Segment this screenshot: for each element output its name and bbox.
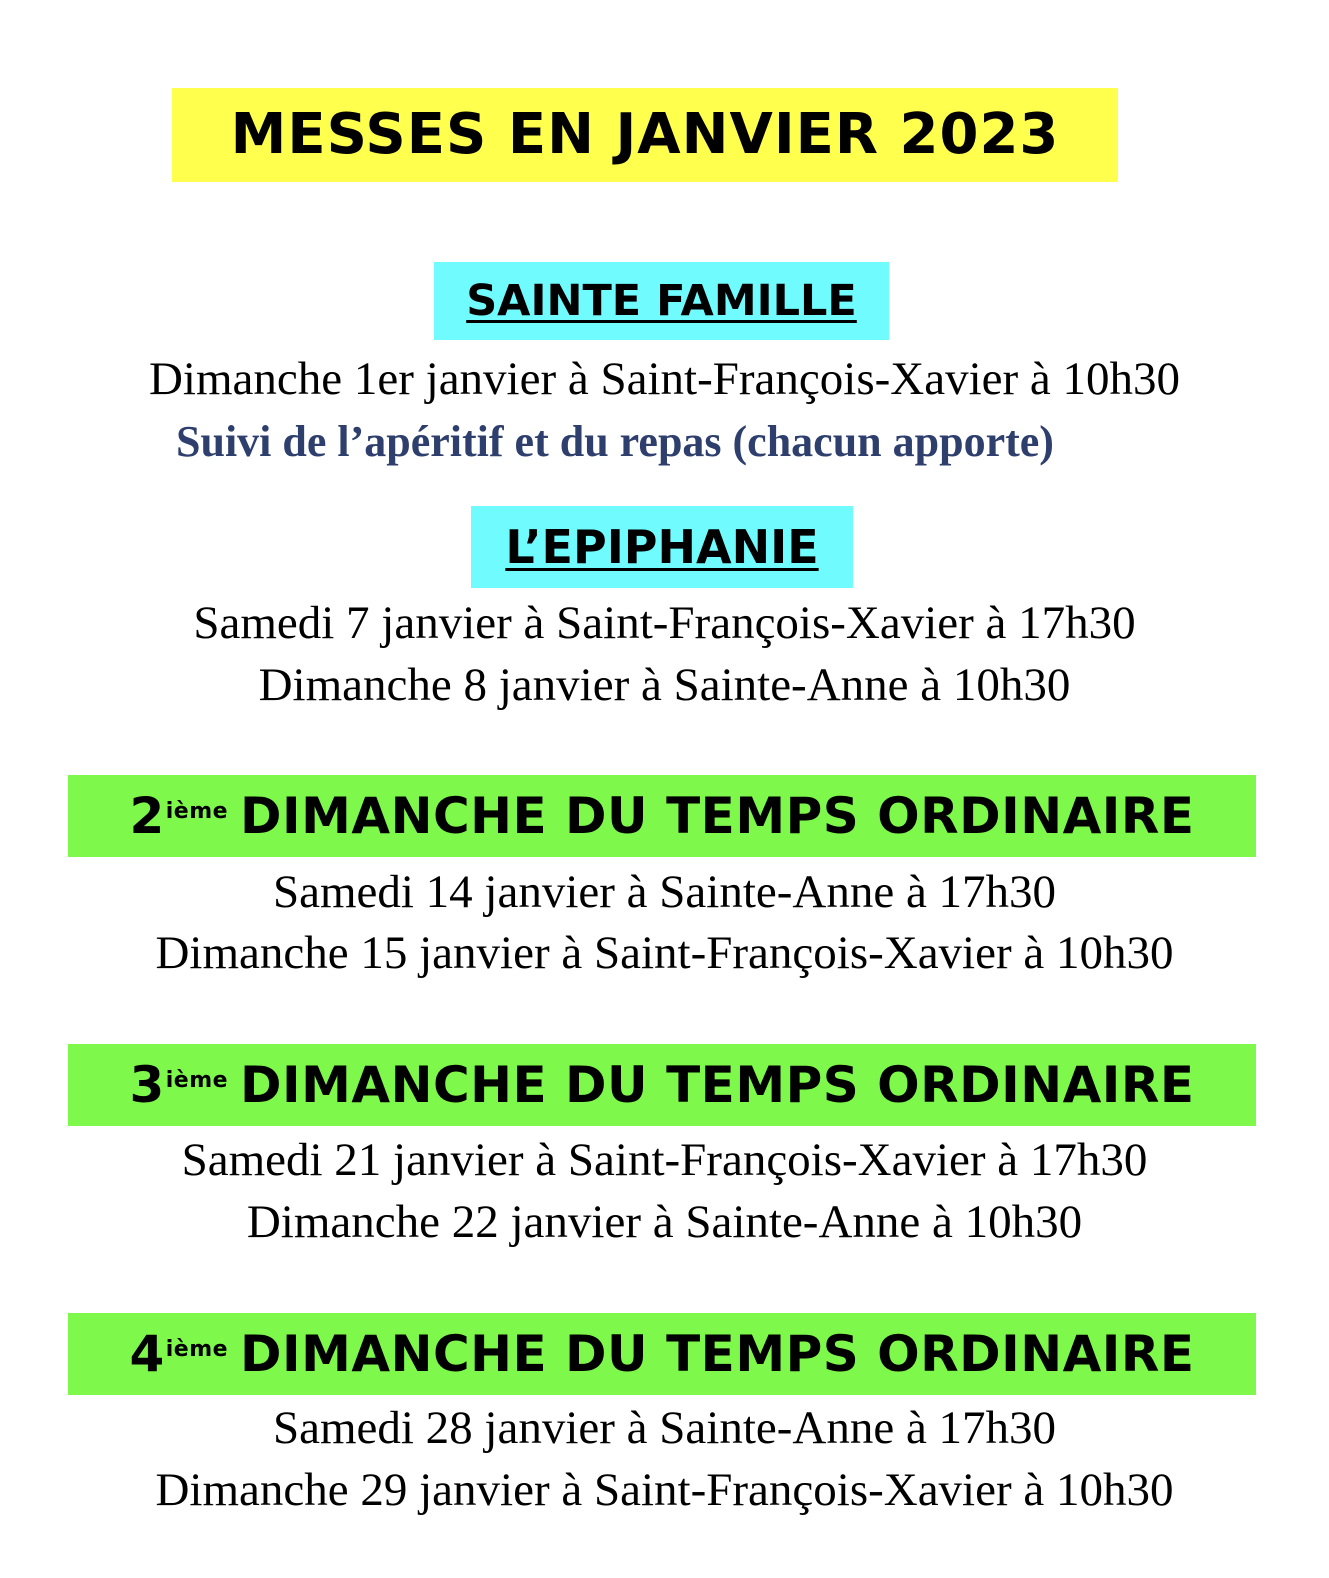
mass-time-line: Dimanche 15 janvier à Saint-François-Xavier à 10h30 xyxy=(155,927,1174,979)
page-title: MESSES EN JANVIER 2023 xyxy=(172,88,1118,182)
section-heading-text: DIMANCHE DU TEMPS ORDINAIRE xyxy=(240,1325,1195,1383)
ordinal-suffix: ième xyxy=(165,1068,229,1093)
mass-time-line: Dimanche 8 janvier à Sainte-Anne à 10h30 xyxy=(258,659,1071,711)
section-heading-text: DIMANCHE DU TEMPS ORDINAIRE xyxy=(240,787,1195,845)
mass-time-line: Samedi 14 janvier à Sainte-Anne à 17h30 xyxy=(272,866,1057,918)
section-heading-sainte-famille: SAINTE FAMILLE xyxy=(434,262,889,340)
section-heading-2e-dimanche xyxy=(68,775,1256,857)
mass-time-line: Samedi 28 janvier à Sainte-Anne à 17h30 xyxy=(272,1402,1057,1454)
mass-time-line: Dimanche 22 janvier à Sainte-Anne à 10h30 xyxy=(246,1196,1083,1248)
section-heading-text: DIMANCHE DU TEMPS ORDINAIRE xyxy=(240,1056,1195,1114)
ordinal-number: 3 xyxy=(129,1056,165,1114)
ordinal-number: 2 xyxy=(129,787,165,845)
mass-time-line: Samedi 7 janvier à Saint-François-Xavier à 17h30 xyxy=(193,597,1136,649)
section-heading-4e-dimanche xyxy=(68,1313,1256,1395)
section-heading-3e-dimanche xyxy=(68,1044,1256,1126)
mass-time-line: Dimanche 29 janvier à Saint-François-Xavier à 10h30 xyxy=(155,1464,1174,1516)
section-heading-epiphanie: L’EPIPHANIE xyxy=(471,506,853,588)
mass-time-line: Samedi 21 janvier à Saint-François-Xavier à 17h30 xyxy=(181,1134,1148,1186)
ordinal-suffix: ième xyxy=(165,1337,229,1362)
ordinal-number: 4 xyxy=(129,1325,165,1383)
mass-time-line: Dimanche 1er janvier à Saint-François-Xavier à 10h30 xyxy=(148,353,1181,405)
section-note: Suivi de l’apéritif et du repas (chacun apporte) xyxy=(176,417,1054,466)
ordinal-suffix: ième xyxy=(165,799,229,824)
